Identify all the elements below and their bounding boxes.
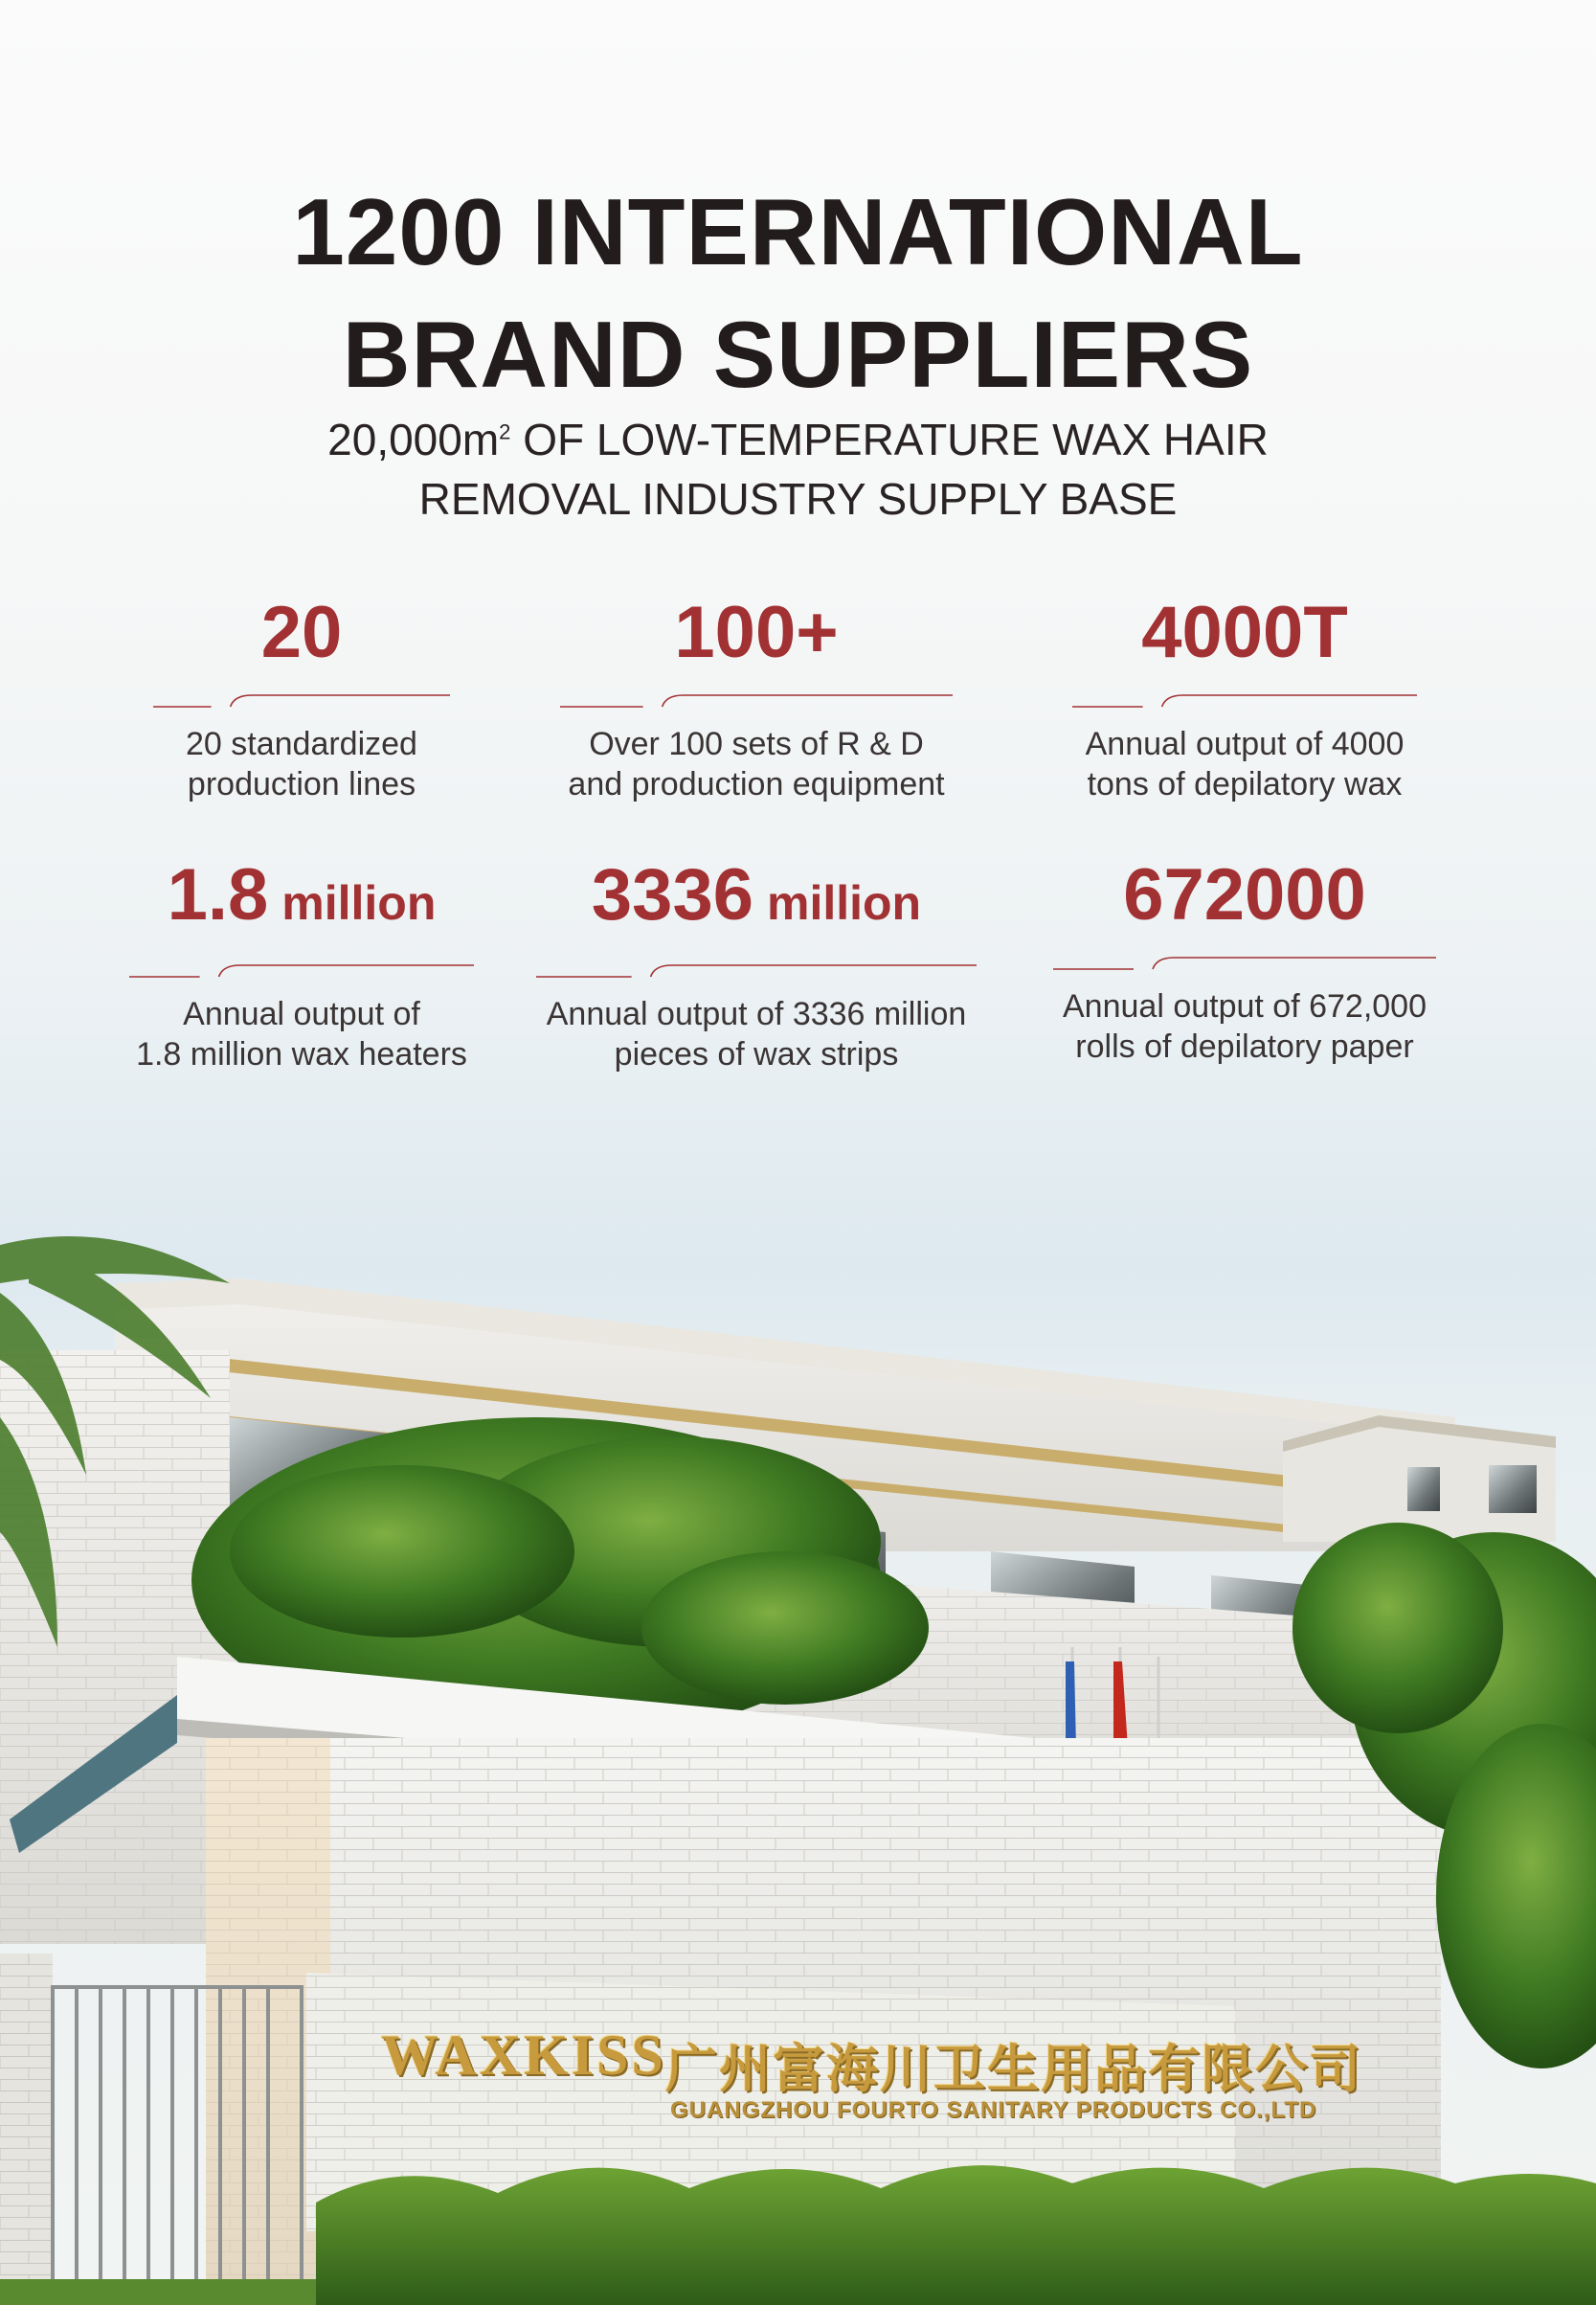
- factory-building-photo: [0, 1130, 1596, 2305]
- stat-description: [129, 994, 474, 1074]
- stat-number: 3336: [591, 854, 753, 936]
- stat-value: [1053, 852, 1436, 938]
- stat-number: 1.8: [167, 854, 269, 936]
- stat-wax-heaters: [129, 852, 474, 1074]
- stat-value: [536, 852, 977, 946]
- stat-desc-line-2: 1.8 million wax heaters: [136, 1036, 467, 1073]
- subtitle-line-1-rest: OF LOW-TEMPERATURE WAX HAIR: [510, 415, 1269, 464]
- stat-desc-line-1: Annual output of 3336 million: [546, 996, 967, 1032]
- stat-number: 4000T: [1141, 592, 1348, 673]
- divider-line: [1053, 958, 1436, 969]
- stat-number: 100+: [674, 592, 839, 673]
- stat-divider: [153, 682, 450, 714]
- stat-value: [153, 590, 450, 676]
- stat-wax-strips: [536, 852, 977, 1074]
- stat-divider: [1072, 682, 1417, 714]
- stat-desc-line-2: production lines: [187, 766, 416, 802]
- stat-unit: million: [766, 876, 922, 930]
- stat-desc-line-1: Over 100 sets of R & D: [589, 726, 924, 762]
- divider-line: [1072, 695, 1417, 707]
- title-line-2: BRAND SUPPLIERS: [342, 302, 1254, 407]
- subtitle: [0, 410, 1596, 529]
- stat-production-lines: [153, 590, 450, 804]
- subtitle-line-2: REMOVAL INDUSTRY SUPPLY BASE: [418, 474, 1178, 524]
- subtitle-area-sup: 2: [499, 419, 511, 444]
- stat-desc-line-2: and production equipment: [568, 766, 945, 802]
- stat-desc-line-1: Annual output of: [183, 996, 420, 1032]
- subtitle-area: 20,000m: [327, 415, 500, 464]
- stat-divider: [536, 952, 977, 984]
- stat-divider: [560, 682, 953, 714]
- stat-value: [1072, 590, 1417, 676]
- divider-line: [129, 965, 474, 977]
- stat-wax-output: [1072, 590, 1417, 804]
- stat-description: [560, 724, 953, 804]
- subtitle-line-1: [0, 410, 1596, 469]
- stat-desc-line-2: rolls of depilatory paper: [1075, 1028, 1414, 1065]
- stat-description: [1072, 724, 1417, 804]
- brand-sign: WAXKISS: [381, 2023, 666, 2087]
- stat-desc-line-1: Annual output of 672,000: [1063, 988, 1427, 1025]
- stat-desc-line-1: 20 standardized: [186, 726, 417, 762]
- stat-description: [536, 994, 977, 1074]
- company-name-en: GUANGZHOU FOURTO SANITARY PRODUCTS CO.,LTD: [670, 2097, 1317, 2123]
- stat-number: 20: [260, 592, 343, 673]
- divider-line: [153, 695, 450, 707]
- stat-desc-line-2: tons of depilatory wax: [1087, 766, 1403, 802]
- company-name-cn: 广州富海川卫生用品有限公司: [665, 2039, 1362, 2099]
- stat-equipment: [560, 590, 953, 804]
- stat-description: [153, 724, 450, 804]
- title-line-1: 1200 INTERNATIONAL: [292, 179, 1304, 284]
- stat-description: [1053, 986, 1436, 1067]
- stat-value: [129, 852, 474, 946]
- stat-number: 672000: [1123, 854, 1366, 936]
- stat-unit: million: [281, 876, 437, 930]
- stat-divider: [1053, 944, 1436, 977]
- divider-line: [560, 695, 953, 707]
- stat-desc-line-2: pieces of wax strips: [614, 1036, 899, 1073]
- page-title: [0, 170, 1596, 416]
- stat-depilatory-paper: [1053, 852, 1436, 1067]
- stat-desc-line-1: Annual output of 4000: [1085, 726, 1405, 762]
- stat-divider: [129, 952, 474, 984]
- divider-line: [536, 965, 977, 977]
- stat-value: [560, 590, 953, 676]
